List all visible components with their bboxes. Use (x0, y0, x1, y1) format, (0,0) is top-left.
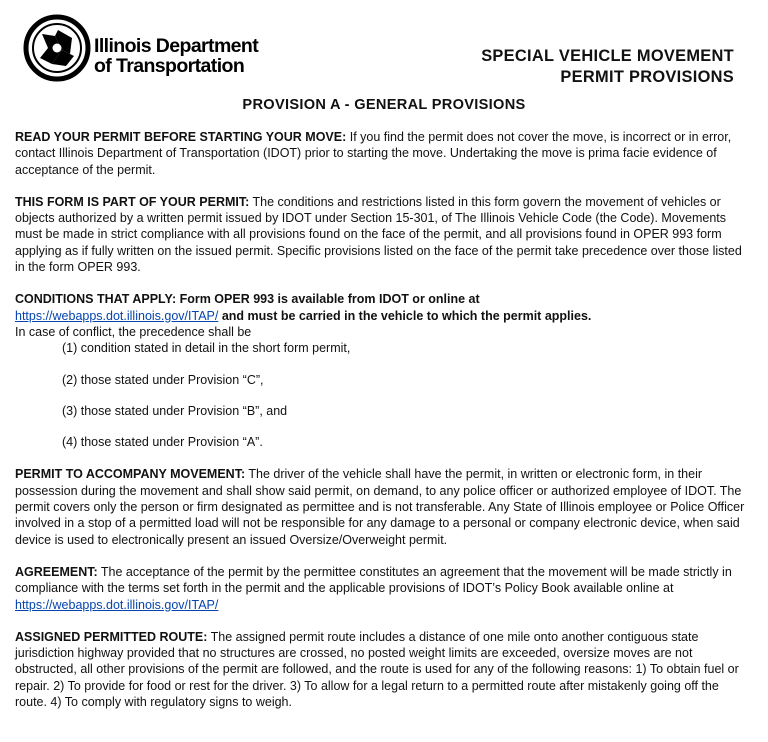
agreement-text: The acceptance of the permit by the permittee constitutes an agreement that the movement will be made strictly in compliance with the terms set forth in the permit and the applicable provisions of IDOT’s Policy Book available online at (15, 564, 732, 596)
conditions-heading: CONDITIONS THAT APPLY: Form OPER 993 is available from IDOT or online at (15, 292, 480, 307)
provision-title: PROVISION A - GENERAL PROVISIONS (242, 97, 526, 113)
document-title-line-1: SPECIAL VEHICLE MOVEMENT (481, 47, 734, 65)
idot-logo (22, 12, 282, 88)
document-body (15, 129, 753, 726)
document-title-line-2: PERMIT PROVISIONS (560, 68, 734, 86)
logo-wordmark (94, 36, 258, 76)
form-part-section (15, 194, 753, 275)
agreement-section (15, 564, 753, 613)
precedence-item: (4) those stated under Provision “A”. (62, 435, 263, 450)
precedence-intro: In case of conflict, the precedence shall be (15, 324, 252, 339)
form-part-heading: THIS FORM IS PART OF YOUR PERMIT: (15, 194, 250, 209)
form-part-text: The conditions and restrictions listed in this form govern the movement of vehicles or objects authorized by a written permit issued by IDOT under Section 15-301, of The Illinois Vehicle Code (the Code). Movements must be made in strict compliance with all provisions found on the face of the permit, and all provisions found in OPER 993 form applying as if fully written on the issued permit. Specific provisions listed on the face of the permit take precedence over those listed in the form OPER 993. (15, 194, 742, 275)
read-permit-text: If you find the permit does not cover the move, is incorrect or in error, contact Illinois Department of Transportation (IDOT) prior to starting the move. Undertaking the move is prima facie evidence of acceptance of the permit. (15, 130, 732, 177)
accompany-heading: PERMIT TO ACCOMPANY MOVEMENT: (15, 467, 246, 482)
accompany-section (15, 466, 753, 547)
policy-book-link[interactable]: https://webapps.dot.illinois.gov/ITAP/ (15, 597, 219, 612)
itap-link[interactable]: https://webapps.dot.illinois.gov/ITAP/ (15, 308, 219, 323)
logo-line-1: Illinois Department (94, 35, 259, 57)
idot-emblem-icon (22, 12, 92, 84)
logo-line-2: of Transportation (94, 55, 245, 77)
accompany-text: The driver of the vehicle shall have the permit, in written or electronic form, in their possession during the movement and shall show said permit, on demand, to any police officer or authorized employee of IDOT. The permit covers only the person or firm designated as permittee and is not transferable. Any State of Illinois employee or Police Officer involved in a stop of a permitted load will not be responsible for any damage to a personal or company electronic device, when said device is used to electronically present an issued Oversize/Overweight permit. (15, 467, 745, 547)
document-title (481, 46, 734, 88)
precedence-list (62, 340, 753, 450)
agreement-heading: AGREEMENT: (15, 564, 98, 579)
read-permit-section (15, 129, 753, 178)
conditions-section (15, 291, 753, 450)
route-heading: ASSIGNED PERMITTED ROUTE: (15, 629, 208, 644)
precedence-item: (1) condition stated in detail in the short form permit, (62, 341, 351, 356)
route-section (15, 629, 753, 710)
route-text: The assigned permit route includes a distance of one mile onto another contiguous state jurisdiction highway provided that no structures are crossed, no posted weight limits are exceeded, oversize moves are not obstructed, all other provisions of the permit are followed, and the route is used for any of the following reasons: 1) To obtain fuel or repair. 2) To provide for food or rest for the driver. 3) To allow for a legal return to a permitted route after mistakenly going off the route. 4) To comply with regulatory signs to weigh. (15, 629, 739, 710)
conditions-heading-tail: and must be carried in the vehicle to which the permit applies. (218, 308, 592, 323)
read-permit-heading: READ YOUR PERMIT BEFORE STARTING YOUR MOVE: (15, 130, 347, 144)
precedence-item: (2) those stated under Provision “C”, (62, 372, 264, 387)
precedence-item: (3) those stated under Provision “B”, and (62, 403, 288, 418)
